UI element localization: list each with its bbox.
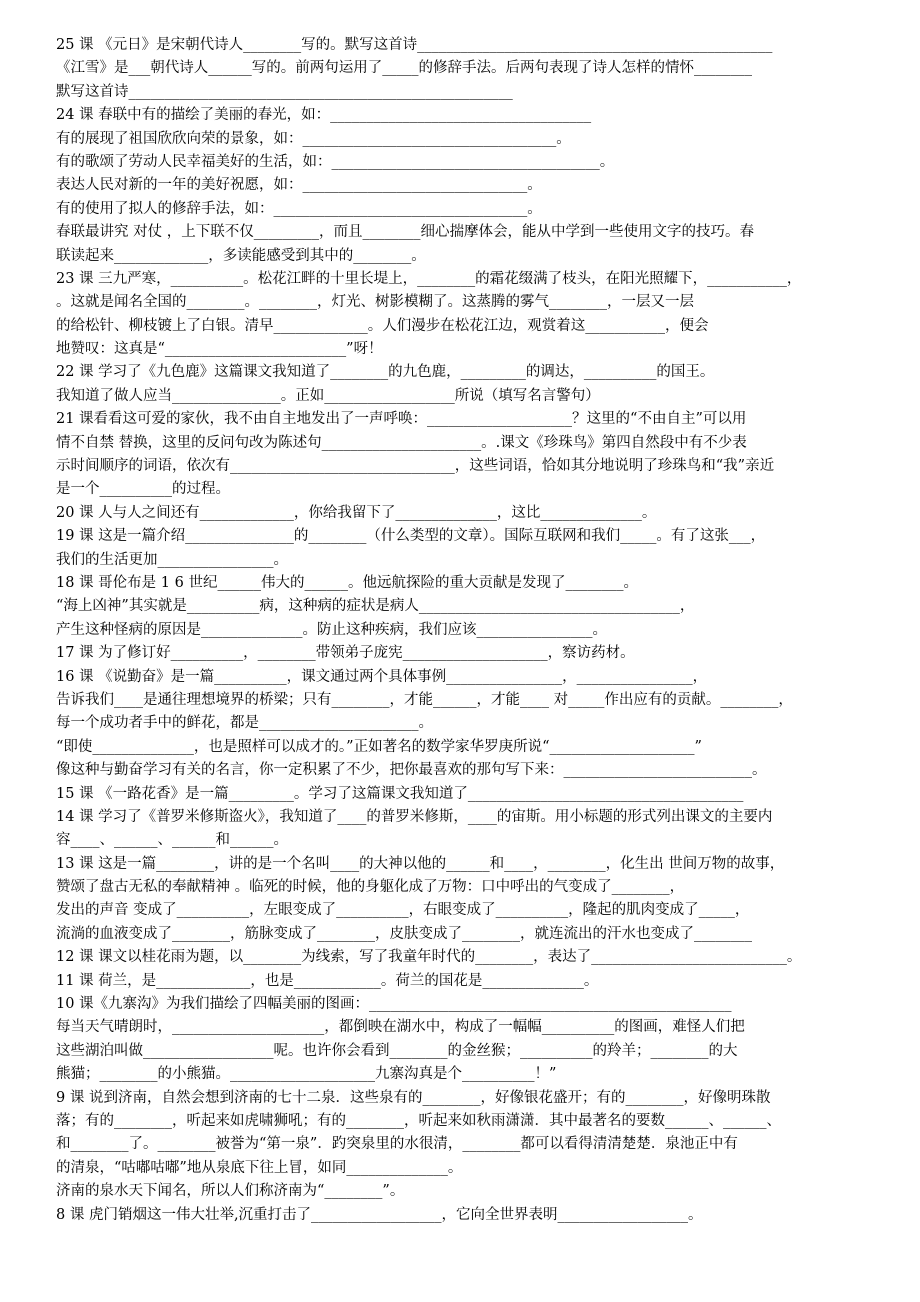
text-line-1: 25 课 《元日》是宋朝代诗人________写的。默写这首诗_________________________________________________: [56, 37, 773, 53]
text-line-38: 发出的声音 变成了__________，左眼变成了__________，右眼变成了__________，隆起的肌肉变成了_____，: [56, 902, 750, 919]
text-line-2: 《江雪》是___朝代诗人______写的。前两句运用了_____的修辞手法。后两句表现了诗人怎样的情怀________: [56, 60, 752, 77]
text-line-20: 是一个__________的过程。: [56, 481, 230, 498]
text-line-48: 和________了。________被誉为“第一泉”．趵突泉里的水很清，________都可以看得清清楚楚．泉池正中有: [56, 1136, 738, 1153]
text-line-4: 24 课 春联中有的描绘了美丽的春光，如：____________________________________: [56, 107, 592, 124]
text-line-16: 我知道了做人应当_______________。正如__________________所说（填写名言警句）: [56, 387, 600, 404]
text-line-40: 12 课 课文以桂花雨为题，以________为线索，写了我童年时代的________，表达了___________________________。: [56, 949, 802, 966]
text-line-11: 23 课 三九严寒，__________。松花江畔的十里长堤上，________的霜花缀满了枝头，在阳光照耀下，___________，: [56, 270, 802, 287]
text-line-5: 有的展现了祖国欣欣向荣的景象，如：___________________________________。: [56, 130, 571, 147]
text-line-50: 济南的泉水天下闻名，所以人们称济南为“________”。: [56, 1183, 405, 1200]
text-line-45: 熊猫；________的小熊猫。____________________九寨沟真是个__________！”: [56, 1066, 557, 1083]
text-line-13: 的给松针、柳枝镀上了白银。清早_____________。人们漫步在松花江边，观赏着这___________，便会: [56, 317, 709, 334]
text-line-35: 容____、______、______和______。: [56, 832, 288, 849]
text-line-8: 有的使用了拟人的修辞手法，如：___________________________________。: [56, 200, 542, 217]
text-line-29: 告诉我们____是通往理想境界的桥梁；只有________，才能______，才能____ 对_____作出应有的贡献。________，: [56, 691, 793, 708]
text-line-28: 16 课 《说勤奋》是一篇__________，课文通过两个具体事例________________，________________，: [56, 668, 708, 685]
text-line-12: 。这就是闻名全国的________。________，灯光、树影模糊了。这蒸腾的雾气________，一层又一层: [56, 294, 694, 311]
text-line-17: 21 课看看这可爱的家伙，我不由自主地发出了一声呼唤：____________________？这里的“不由自主”可以用: [56, 411, 747, 428]
text-line-22: 19 课 这是一篇介绍_______________的________（什么类型的文章）。国际互联网和我们_____。有了这张___，: [56, 528, 766, 545]
text-line-6: 有的歌颂了劳动人民幸福美好的生活，如：_____________________________________。: [56, 153, 615, 170]
text-line-7: 表达人民对新的一年的美好祝愿，如：_______________________________。: [56, 177, 542, 194]
text-line-36: 13 课 这是一篇________，讲的是一个名叫____的大神以他的______和____，________，化生出 世间万物的故事，: [56, 855, 785, 872]
text-line-49: 的清泉，“咕嘟咕嘟”地从泉底下往上冒，如同______________。: [56, 1159, 463, 1176]
worksheet: [56, 34, 866, 1227]
text-line-44: 这些湖泊叫做__________________呢。也许你会看到________的金丝猴；__________的羚羊；________的大: [56, 1042, 738, 1059]
text-line-25: “海上凶神”其实就是__________病，这种病的症状是病人____________________________________，: [56, 598, 695, 615]
text-line-9: 春联最讲究 对仗 ，上下联不仅_________，而且________细心揣摩体会，能从中学到一些使用文字的技巧。春: [56, 224, 754, 241]
text-line-15: 22 课 学习了《九色鹿》这篇课文我知道了________的九色鹿，_________的调达，__________的国王。: [56, 364, 715, 381]
text-line-33: 15 课 《一路花香》是一篇_________。学习了这篇课文我知道了______________________________________: [56, 785, 744, 802]
text-line-43: 每当天气晴朗时，_____________________，都倒映在湖水中，构成了一幅幅__________的图画，难怪人们把: [56, 1019, 745, 1036]
text-line-10: 联读起来_____________，多读能感受到其中的________。: [56, 247, 426, 264]
text-line-46: 9 课 说到济南，自然会想到济南的七十二泉．这些泉有的________，好像银花盛开；有的________，好像明珠散: [56, 1089, 771, 1106]
text-line-19: 示时间顺序的词语，依次有_______________________________，这些词语，恰如其分地说明了珍珠鸟和“我”亲近: [56, 458, 775, 475]
text-line-41: 11 课 荷兰，是_____________，也是____________。荷兰的国花是______________。: [56, 972, 599, 989]
text-line-3: 默写这首诗_____________________________________________________: [56, 83, 513, 100]
text-line-37: 赞颂了盘古无私的奉献精神 。临死的时候，他的身躯化成了万物：口中呼出的气变成了________，: [56, 879, 685, 896]
text-line-39: 流淌的血液变成了________，筋脉变成了________，皮肤变成了________，就连流出的汗水也变成了________: [56, 925, 752, 942]
text-line-27: 17 课 为了修订好__________，________带领弟子庞宪____________________，察访药材。: [56, 645, 635, 662]
text-line-21: 20 课 人与人之间还有_____________，你给我留下了______________，这比______________。: [56, 504, 657, 521]
text-line-47: 落；有的________，听起来如虎啸狮吼；有的________，听起来如秋雨潇潇．其中最著名的要数______、______、: [56, 1112, 781, 1129]
text-line-51: 8 课 虎门销烟这一伟大壮举,沉重打击了__________________，它向全世界表明__________________。: [56, 1206, 703, 1223]
text-line-32: 像这种与勤奋学习有关的名言，你一定积累了不少，把你最喜欢的那句写下来：__________________________。: [56, 762, 767, 779]
text-line-24: 18 课 哥伦布是 1 6 世纪______伟大的______。他远航探险的重大贡献是发现了________。: [56, 574, 638, 591]
text-line-42: 10 课《九寨沟》为我们描绘了四幅美丽的图画：__________________________________________________: [56, 996, 732, 1013]
text-line-31: “即使______________，也是照样可以成才的。”正如著名的数学家华罗庚所说“____________________”: [56, 738, 702, 755]
text-line-18: 情不自禁 替换，这里的反问句改为陈述句______________________。.课文《珍珠鸟》第四自然段中有不少表: [56, 434, 747, 451]
text-line-26: 产生这种怪病的原因是______________。防止这种疾病，我们应该________________。: [56, 621, 607, 638]
text-line-30: 每一个成功者手中的鲜花，都是______________________。: [56, 715, 433, 732]
text-line-14: 地赞叹：这真是“_________________________”呀！: [56, 341, 383, 358]
text-line-34: 14 课 学习了《普罗米修斯盗火》，我知道了____的普罗米修斯，____的宙斯。用小标题的形式列出课文的主要内: [56, 808, 773, 825]
text-line-23: 我们的生活更加________________。: [56, 551, 288, 568]
